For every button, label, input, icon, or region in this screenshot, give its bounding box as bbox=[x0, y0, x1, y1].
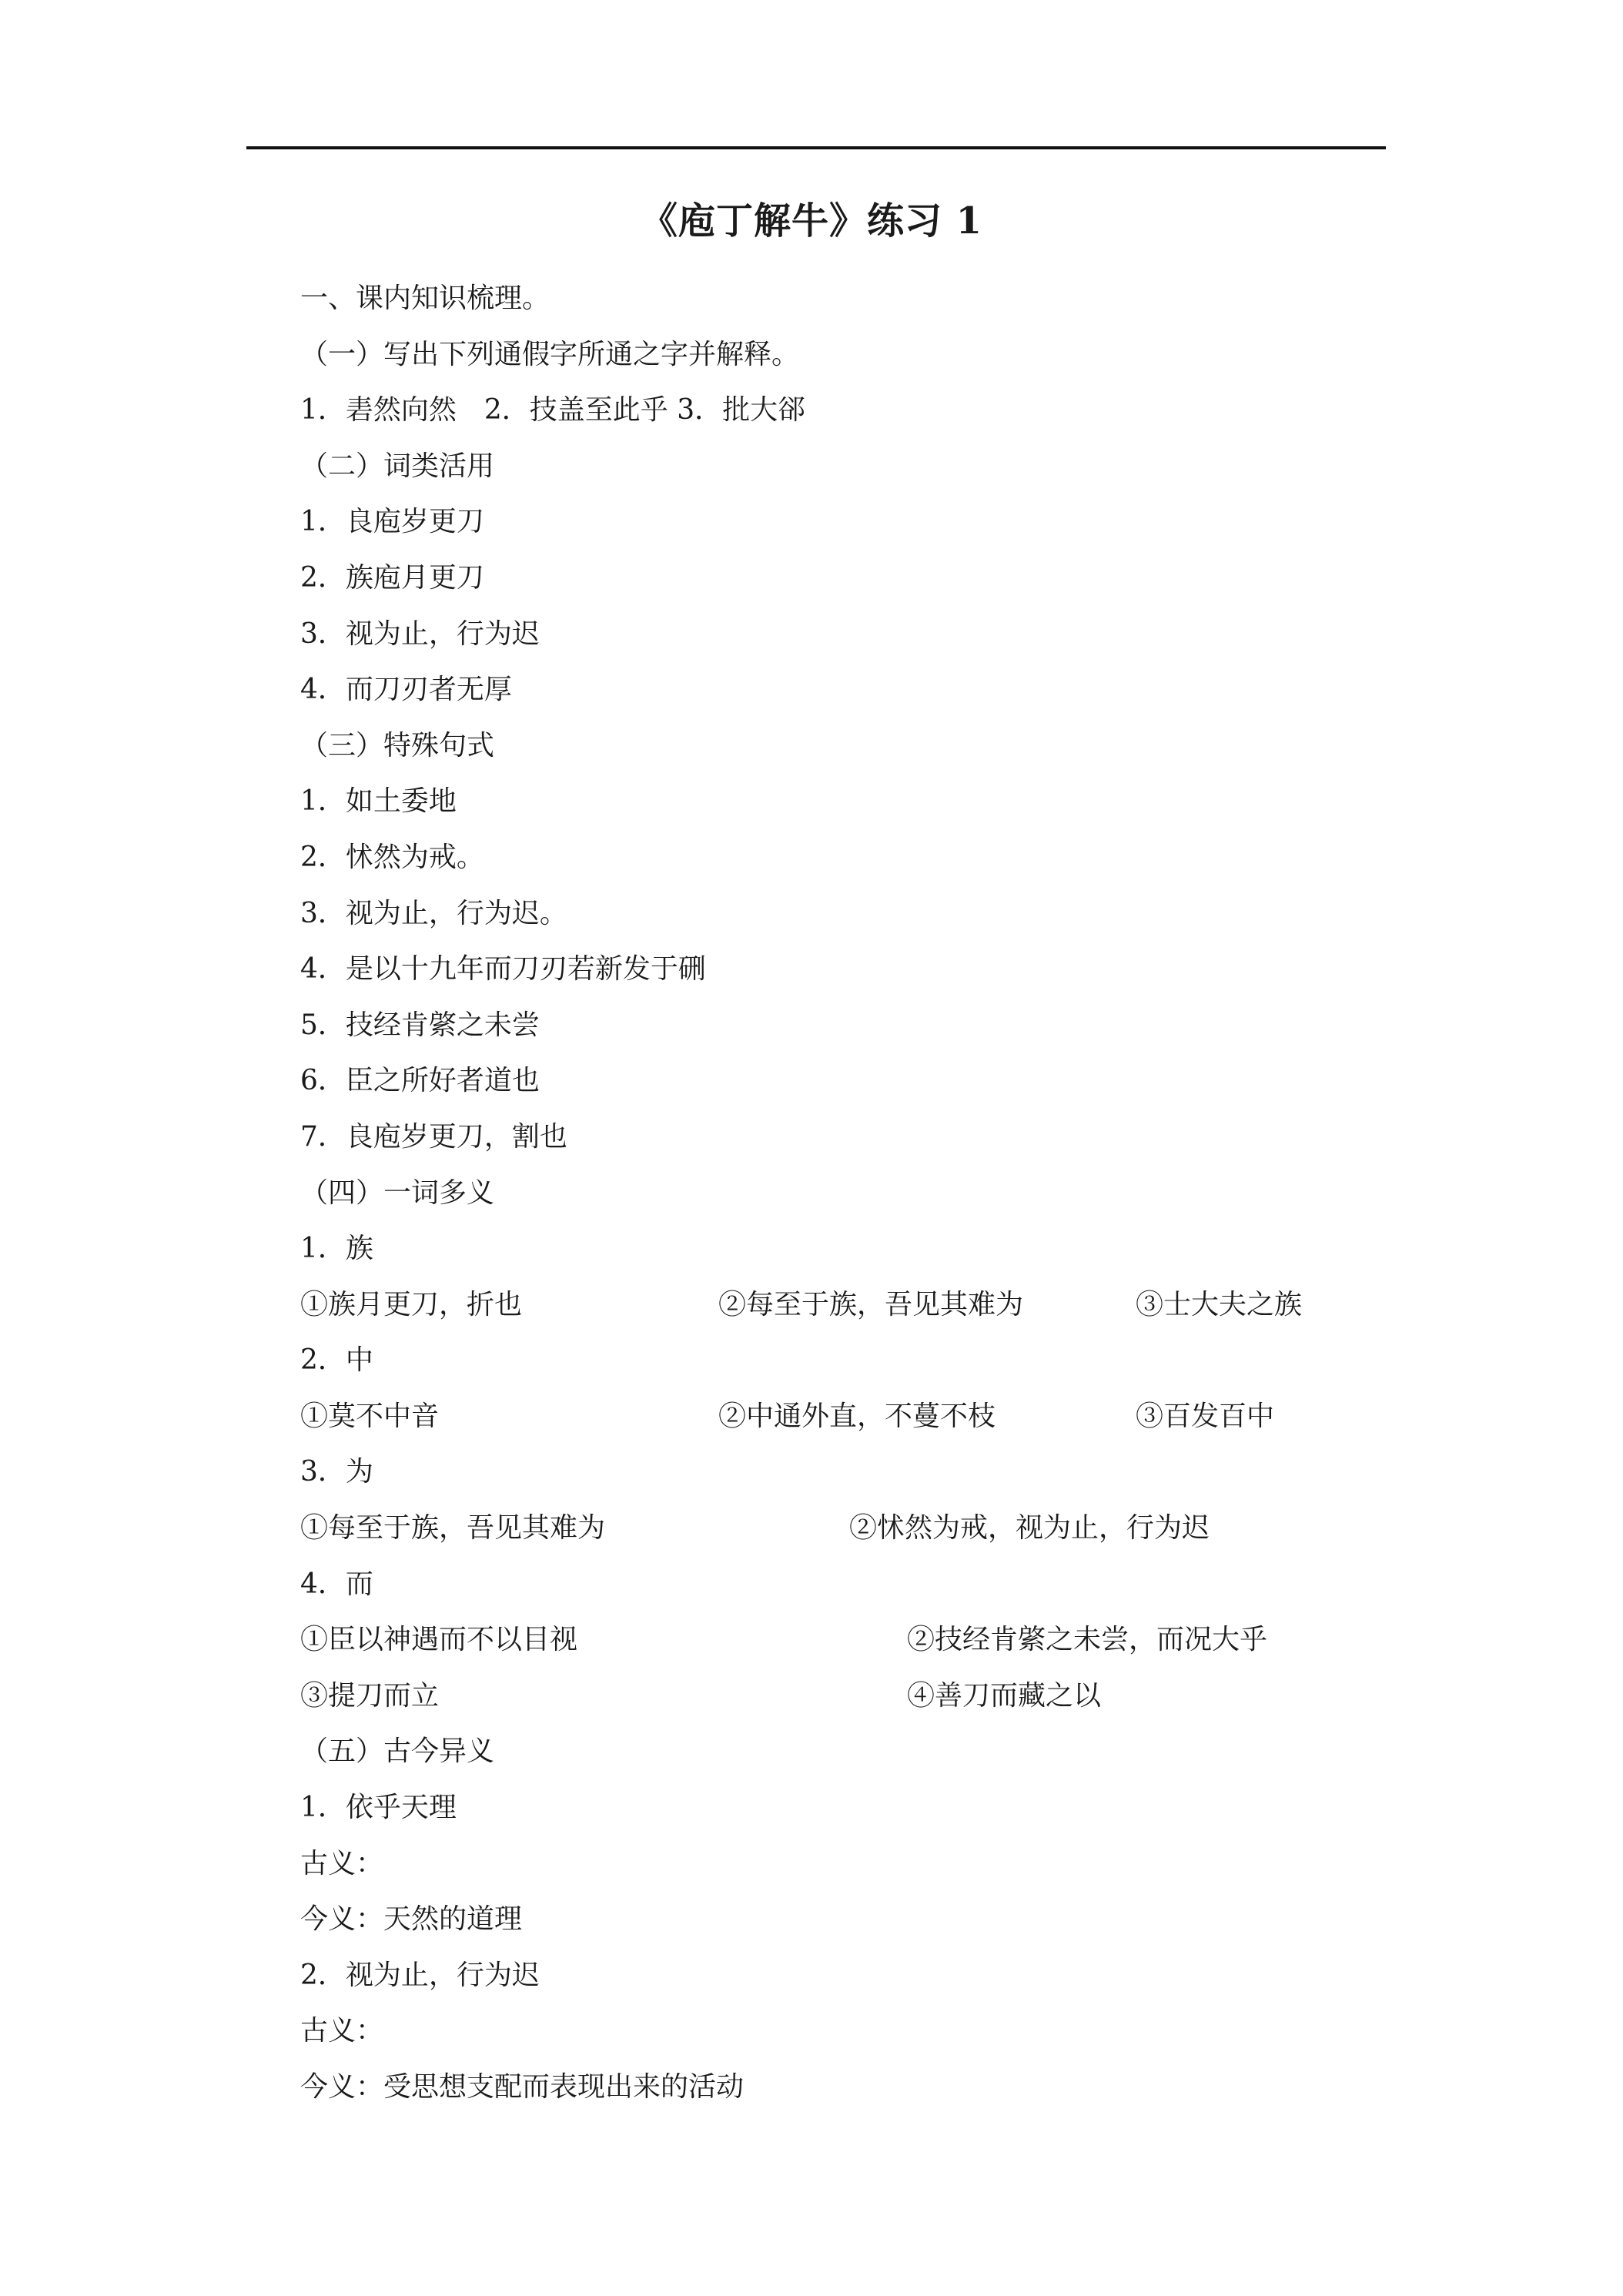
page-title: 《庖丁解牛》练习 1 bbox=[640, 199, 983, 243]
subsection-heading: （四）一词多义 bbox=[300, 1176, 495, 1209]
question-line: 3．为 bbox=[300, 1456, 373, 1488]
option-item: ②怵然为戒，视为止，行为迟 bbox=[849, 1512, 1210, 1545]
question-line: 1．如土委地 bbox=[300, 785, 457, 818]
options-row bbox=[300, 1612, 1394, 1668]
options-row bbox=[300, 1668, 1394, 1725]
question-line: 3．视为止，行为迟。 bbox=[300, 897, 567, 929]
option-item: ①族月更刀，折也 bbox=[300, 1288, 523, 1320]
answer-line: 古义： bbox=[300, 1847, 384, 1879]
answer-line: 今义：天然的道理 bbox=[300, 1903, 523, 1936]
question-line: 4．而 bbox=[300, 1568, 373, 1600]
option-item: ②中通外直，不蔓不枝 bbox=[718, 1400, 996, 1432]
subsection-heading: （三）特殊句式 bbox=[300, 729, 495, 761]
question-line: 3．视为止，行为迟 bbox=[300, 618, 540, 650]
option-item: ③百发百中 bbox=[1136, 1400, 1275, 1432]
option-item: ④善刀而藏之以 bbox=[907, 1679, 1102, 1712]
options-row bbox=[300, 1277, 1394, 1334]
section-heading: 一、课内知识梳理。 bbox=[300, 283, 550, 314]
question-line: 5．技经肯綮之未尝 bbox=[300, 1009, 540, 1041]
option-item: ②每至于族，吾见其难为 bbox=[718, 1288, 1024, 1320]
option-item: ②技经肯綮之未尝，而况大乎 bbox=[907, 1624, 1268, 1656]
option-item: ③士大夫之族 bbox=[1136, 1288, 1303, 1320]
question-line: 7．良庖岁更刀，割也 bbox=[300, 1120, 567, 1153]
answer-line: 古义： bbox=[300, 2015, 384, 2047]
option-item: ①臣以神遇而不以目视 bbox=[300, 1624, 578, 1656]
question-line: 4．是以十九年而刀刃若新发于硎 bbox=[300, 953, 706, 986]
subsection-heading: （二）词类活用 bbox=[300, 450, 495, 482]
question-line: 6．臣之所好者道也 bbox=[300, 1065, 540, 1097]
question-line: 2．怵然为戒。 bbox=[300, 841, 484, 873]
question-line: 2．中 bbox=[300, 1344, 373, 1377]
header-rule bbox=[246, 146, 1386, 149]
question-line: 1．良庖岁更刀 bbox=[300, 506, 484, 538]
question-line: 1．依乎天理 bbox=[300, 1792, 457, 1824]
option-item: ①每至于族，吾见其难为 bbox=[300, 1512, 606, 1545]
subsection-heading: （五）古今异义 bbox=[300, 1735, 495, 1768]
question-line: 4．而刀刃者无厚 bbox=[300, 674, 512, 706]
option-item: ①莫不中音 bbox=[300, 1400, 440, 1432]
question-line: 1．族 bbox=[300, 1233, 373, 1265]
worksheet-content bbox=[300, 271, 1394, 2116]
options-row bbox=[300, 1501, 1394, 1557]
question-line: 2．视为止，行为迟 bbox=[300, 1959, 540, 1991]
question-line: 1．砉然向然 2．技盖至此乎 3．批大郤 bbox=[300, 394, 806, 427]
option-item: ③提刀而立 bbox=[300, 1679, 440, 1712]
options-row bbox=[300, 1389, 1394, 1445]
subsection-heading: （一）写出下列通假字所通之字并解释。 bbox=[300, 338, 800, 370]
answer-line: 今义：受思想支配而表现出来的活动 bbox=[300, 2071, 745, 2103]
question-line: 2．族庖月更刀 bbox=[300, 561, 484, 594]
